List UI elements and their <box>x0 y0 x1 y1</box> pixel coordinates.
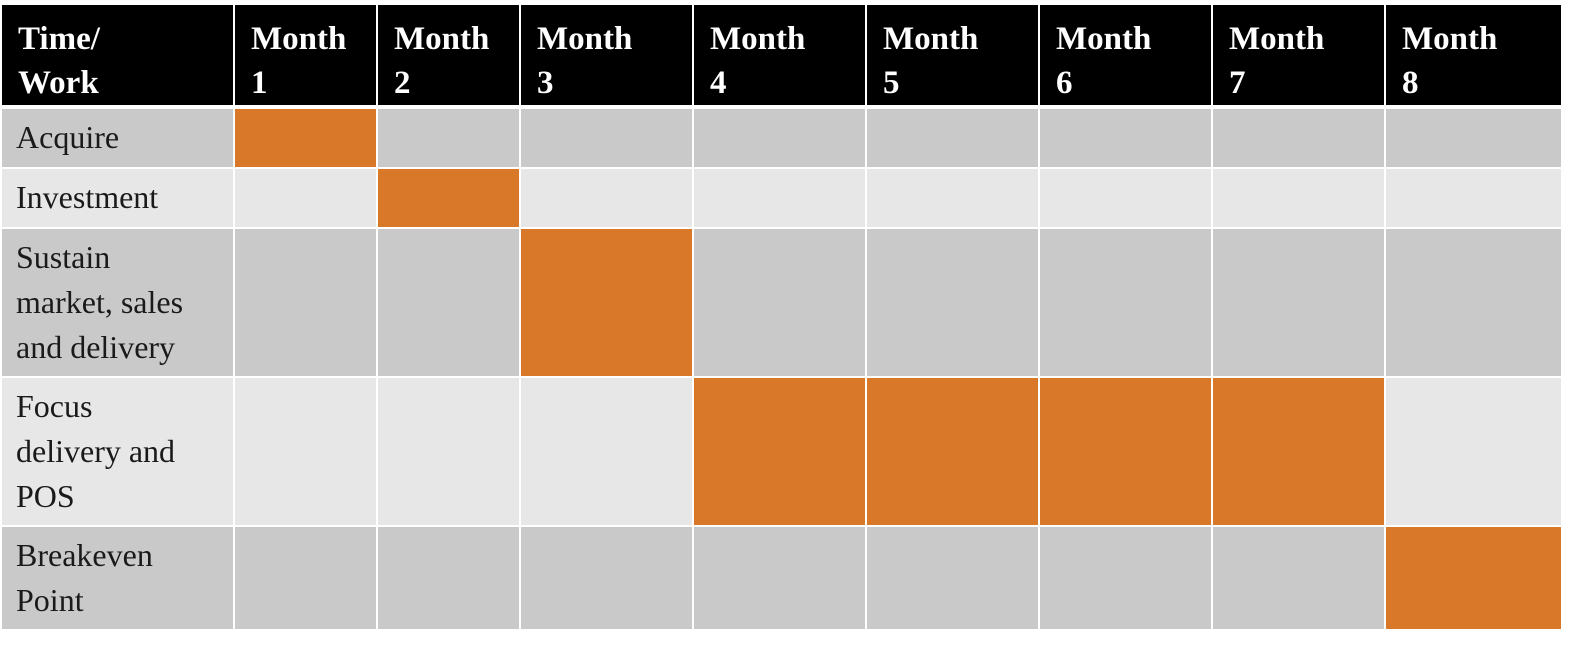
month-header-7 <box>1213 5 1386 109</box>
task-label-line: Point <box>16 582 84 618</box>
gantt-bar <box>235 109 378 169</box>
month-header-2 <box>378 5 521 109</box>
month-cell <box>521 109 694 169</box>
month-cell <box>521 169 694 229</box>
header-row <box>2 5 1561 109</box>
task-label-line: Investment <box>16 179 159 215</box>
month-header-number: 2 <box>394 65 411 101</box>
month-cell <box>867 527 1040 629</box>
month-header-number: 4 <box>710 65 727 101</box>
month-cell <box>694 169 867 229</box>
task-label-line: POS <box>16 478 75 514</box>
month-cell <box>235 229 378 378</box>
month-header-5 <box>867 5 1040 109</box>
month-cell <box>1040 109 1213 169</box>
month-cell <box>521 378 694 527</box>
month-cell <box>235 378 378 527</box>
task-label-line: Sustain <box>16 239 111 275</box>
task-label <box>2 229 235 378</box>
month-header-word: Month <box>251 21 347 57</box>
month-cell <box>378 109 521 169</box>
corner-header-line: Time/ <box>18 21 100 57</box>
month-cell <box>694 229 867 378</box>
task-label <box>2 109 235 169</box>
month-header-number: 7 <box>1229 65 1246 101</box>
month-cell <box>1213 169 1386 229</box>
task-label-line: Acquire <box>16 119 120 155</box>
gantt-bar <box>694 378 867 527</box>
month-cell <box>1386 378 1561 527</box>
task-label <box>2 378 235 527</box>
month-cell <box>1040 229 1213 378</box>
task-label <box>2 527 235 629</box>
month-header-4 <box>694 5 867 109</box>
month-header-word: Month <box>394 21 490 57</box>
task-label <box>2 169 235 229</box>
month-cell <box>378 378 521 527</box>
task-row <box>2 527 1561 629</box>
month-cell <box>867 169 1040 229</box>
task-label-line: Breakeven <box>16 537 153 573</box>
month-header-number: 6 <box>1056 65 1073 101</box>
gantt-bar <box>1386 527 1561 629</box>
month-header-number: 5 <box>883 65 900 101</box>
gantt-bar <box>521 229 694 378</box>
month-cell <box>1386 229 1561 378</box>
gantt-table <box>2 5 1561 629</box>
month-header-word: Month <box>710 21 806 57</box>
month-cell <box>1213 527 1386 629</box>
month-header-number: 3 <box>537 65 554 101</box>
corner-header <box>2 5 235 109</box>
month-cell <box>378 527 521 629</box>
month-cell <box>1040 527 1213 629</box>
task-row <box>2 109 1561 169</box>
month-cell <box>867 229 1040 378</box>
month-header-word: Month <box>883 21 979 57</box>
month-cell <box>1213 109 1386 169</box>
month-header-word: Month <box>1056 21 1152 57</box>
month-cell <box>235 169 378 229</box>
task-row <box>2 169 1561 229</box>
month-header-6 <box>1040 5 1213 109</box>
month-cell <box>1213 229 1386 378</box>
month-cell <box>521 527 694 629</box>
task-label-line: and delivery <box>16 329 176 365</box>
gantt-bar <box>1040 378 1213 527</box>
gantt-bar <box>378 169 521 229</box>
task-label-line: market, sales <box>16 284 184 320</box>
month-cell <box>235 527 378 629</box>
month-cell <box>694 109 867 169</box>
month-header-8 <box>1386 5 1561 109</box>
month-cell <box>867 109 1040 169</box>
month-header-word: Month <box>1229 21 1325 57</box>
month-header-word: Month <box>537 21 633 57</box>
month-cell <box>378 229 521 378</box>
corner-header-line: Work <box>18 65 99 101</box>
month-header-number: 8 <box>1402 65 1419 101</box>
gantt-bar <box>1213 378 1386 527</box>
task-label-line: Focus <box>16 388 93 424</box>
month-header-3 <box>521 5 694 109</box>
month-cell <box>1040 169 1213 229</box>
month-cell <box>1386 169 1561 229</box>
month-header-word: Month <box>1402 21 1498 57</box>
gantt-bar <box>867 378 1040 527</box>
month-cell <box>694 527 867 629</box>
task-row <box>2 229 1561 378</box>
month-cell <box>1386 109 1561 169</box>
task-row <box>2 378 1561 527</box>
task-label-line: delivery and <box>16 433 176 469</box>
month-header-number: 1 <box>251 65 268 101</box>
month-header-1 <box>235 5 378 109</box>
